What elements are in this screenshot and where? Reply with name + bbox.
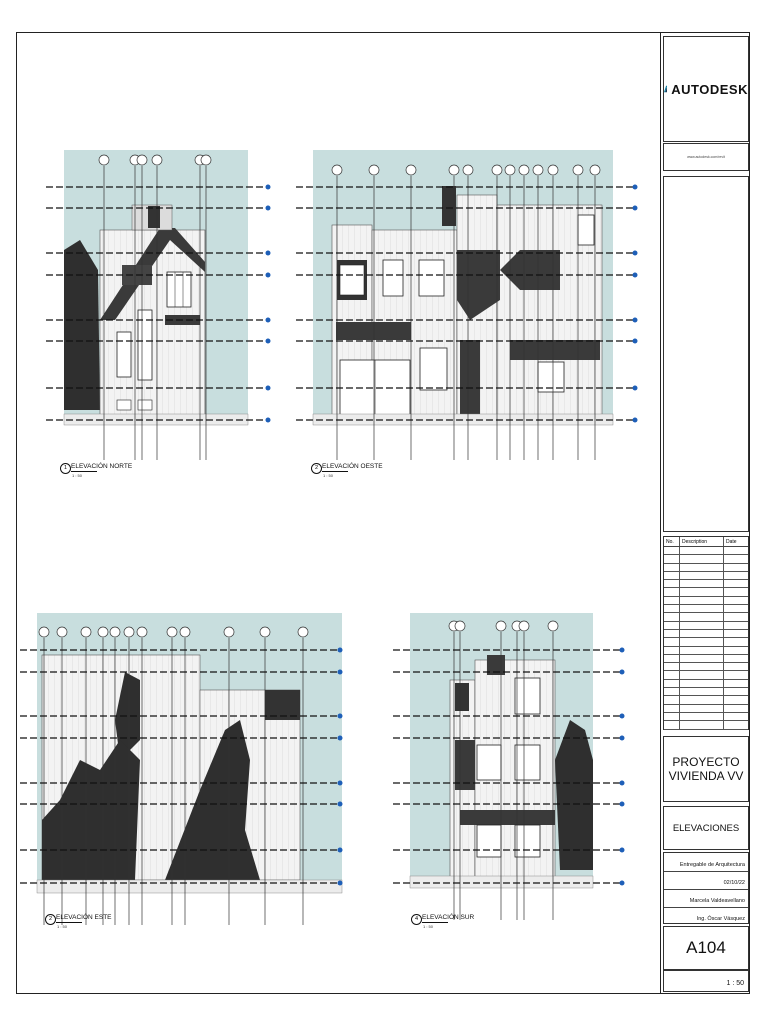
revision-cell — [724, 605, 749, 613]
revision-cell — [680, 671, 724, 679]
date-row — [664, 871, 748, 890]
window — [477, 745, 501, 780]
website-box — [663, 143, 749, 171]
revision-cell — [724, 721, 749, 729]
project-name-line2: VIVIENDA VV — [668, 769, 744, 783]
revision-row — [664, 547, 748, 555]
chimney-shadow — [148, 206, 160, 228]
sheet-number: A104 — [686, 938, 726, 957]
revision-row — [664, 613, 748, 621]
elevation-sur-drawing — [393, 613, 625, 920]
revision-cell — [680, 605, 724, 613]
revision-row — [664, 629, 748, 637]
revision-cell — [664, 555, 680, 563]
revision-cell — [724, 638, 749, 646]
revision-cell — [680, 580, 724, 588]
facade-shadow — [510, 340, 600, 360]
revision-row — [664, 688, 748, 696]
revision-cell — [664, 696, 680, 704]
revision-row — [664, 605, 748, 613]
date-value: 02/10/22 — [723, 880, 745, 886]
consultants-box — [663, 176, 749, 532]
window-shadow — [455, 683, 469, 711]
view-title: ELEVACIÓN OESTE — [322, 463, 383, 470]
revision-cell — [724, 704, 749, 712]
window — [383, 260, 403, 296]
revision-cell — [680, 646, 724, 654]
revision-cell — [724, 696, 749, 704]
sheet-name-box — [663, 806, 749, 850]
revision-cell — [724, 563, 749, 571]
revision-cell — [664, 621, 680, 629]
view-number-badge: 2 — [45, 914, 56, 925]
revision-cell — [680, 638, 724, 646]
drawn-by-row — [664, 889, 748, 908]
view-number-badge: 4 — [411, 914, 422, 925]
elevation-norte-drawing — [46, 150, 271, 460]
view-title-underline — [56, 922, 82, 923]
sheet-number-box — [663, 926, 749, 970]
checked-by-row — [664, 907, 748, 925]
revision-header-no: No. — [664, 537, 680, 547]
view-scale: 1 : 50 — [323, 473, 334, 478]
view-number-badge: 2 — [311, 463, 322, 474]
revision-table — [664, 537, 748, 730]
revision-cell — [724, 596, 749, 604]
window — [167, 272, 191, 307]
revision-row — [664, 621, 748, 629]
elevation-oeste-drawing — [296, 150, 638, 460]
revision-row — [664, 679, 748, 687]
revision-cell — [724, 629, 749, 637]
revision-cell — [680, 588, 724, 596]
revision-cell — [680, 596, 724, 604]
revision-cell — [680, 571, 724, 579]
window — [515, 825, 540, 857]
revision-cell — [664, 629, 680, 637]
revision-cell — [664, 704, 680, 712]
window — [419, 260, 444, 296]
revision-row — [664, 563, 748, 571]
facade-shadow — [460, 340, 480, 415]
revision-cell — [724, 613, 749, 621]
revision-cell — [724, 663, 749, 671]
revision-cell — [724, 588, 749, 596]
view-title: ELEVACIÓN NORTE — [71, 463, 133, 470]
view-title: ELEVACIÓN ESTE — [56, 914, 112, 921]
revision-cell — [724, 671, 749, 679]
revision-row — [664, 588, 748, 596]
window — [515, 678, 540, 714]
revision-cell — [680, 629, 724, 637]
revision-row — [664, 654, 748, 662]
revision-cell — [680, 704, 724, 712]
revision-cell — [664, 671, 680, 679]
view-number-badge: 1 — [60, 463, 71, 474]
project-number-value: Entregable de Arquitectura — [679, 862, 745, 868]
ground-band — [37, 880, 342, 893]
revision-cell — [664, 646, 680, 654]
project-name-box — [663, 736, 749, 802]
revision-cell — [680, 679, 724, 687]
revision-cell — [724, 547, 749, 555]
revision-cell — [680, 663, 724, 671]
revision-cell — [680, 688, 724, 696]
revision-rows — [664, 547, 748, 730]
level-markers — [266, 185, 271, 423]
revision-row — [664, 571, 748, 579]
level-markers — [633, 185, 638, 423]
level-markers — [620, 648, 625, 886]
revision-cell — [724, 679, 749, 687]
checked-by-value: Ing. Óscar Vásquez — [696, 916, 745, 922]
revision-cell — [724, 571, 749, 579]
revision-cell — [664, 663, 680, 671]
revision-cell — [664, 563, 680, 571]
balcony-shadow — [460, 810, 555, 825]
revision-cell — [680, 712, 724, 720]
revision-table-box — [663, 536, 749, 730]
balcony-shadow — [336, 322, 411, 340]
revision-cell — [680, 654, 724, 662]
revision-cell — [724, 555, 749, 563]
revision-cell — [664, 596, 680, 604]
view-title-underline — [422, 922, 448, 923]
revision-cell — [680, 547, 724, 555]
window — [578, 215, 594, 245]
revision-cell — [680, 613, 724, 621]
view-title-underline — [322, 471, 348, 472]
revision-cell — [664, 580, 680, 588]
revision-cell — [664, 679, 680, 687]
revision-cell — [724, 621, 749, 629]
revision-row — [664, 580, 748, 588]
revision-cell — [680, 621, 724, 629]
window — [420, 348, 447, 390]
website-text: www.autodesk.com/revit — [687, 155, 725, 159]
project-info-box — [663, 852, 749, 924]
tree-silhouette — [64, 240, 100, 410]
revision-cell — [724, 688, 749, 696]
revision-cell — [680, 555, 724, 563]
revision-cell — [664, 613, 680, 621]
revision-cell — [664, 688, 680, 696]
revision-header-date: Date — [724, 537, 749, 547]
revision-row — [664, 638, 748, 646]
revision-row — [664, 721, 748, 729]
view-scale: 1 : 50 — [72, 473, 83, 478]
view-scale: 1 : 50 — [423, 924, 434, 929]
revision-row — [664, 704, 748, 712]
revision-cell — [664, 547, 680, 555]
revision-cell — [664, 571, 680, 579]
revision-cell — [664, 721, 680, 729]
revision-row — [664, 712, 748, 720]
sheet-name: ELEVACIONES — [672, 822, 740, 834]
autodesk-logo-icon — [664, 78, 667, 100]
revision-header-description: Description — [680, 537, 724, 547]
window — [477, 825, 501, 857]
revision-row — [664, 596, 748, 604]
window — [117, 332, 131, 377]
view-scale: 1 : 50 — [57, 924, 68, 929]
revision-cell — [664, 605, 680, 613]
revision-cell — [680, 563, 724, 571]
brand-logo-box — [663, 36, 749, 142]
revision-cell — [680, 696, 724, 704]
revision-row — [664, 671, 748, 679]
window — [138, 400, 152, 410]
revision-cell — [664, 654, 680, 662]
scale-value: 1 : 50 — [726, 980, 744, 987]
revision-row — [664, 696, 748, 704]
revision-cell — [664, 638, 680, 646]
revision-cell — [680, 721, 724, 729]
ground-band — [410, 876, 593, 888]
view-title-underline — [71, 471, 97, 472]
revision-cell — [724, 712, 749, 720]
revision-cell — [664, 588, 680, 596]
revision-row — [664, 663, 748, 671]
scale-box — [663, 970, 749, 992]
window — [117, 400, 131, 410]
project-number-row — [664, 853, 748, 872]
revision-row — [664, 555, 748, 563]
revision-cell — [724, 646, 749, 654]
project-name-line1: PROYECTO — [672, 755, 740, 769]
revision-row — [664, 646, 748, 654]
brand-name: AUTODESK — [671, 81, 748, 97]
revision-cell — [724, 580, 749, 588]
window — [515, 745, 540, 780]
revision-cell — [724, 654, 749, 662]
drawn-by-value: Marcela Valdeavellano — [689, 898, 745, 904]
revision-cell — [664, 712, 680, 720]
view-title: ELEVACIÓN SUR — [422, 914, 475, 921]
elevation-este-drawing — [20, 613, 343, 925]
